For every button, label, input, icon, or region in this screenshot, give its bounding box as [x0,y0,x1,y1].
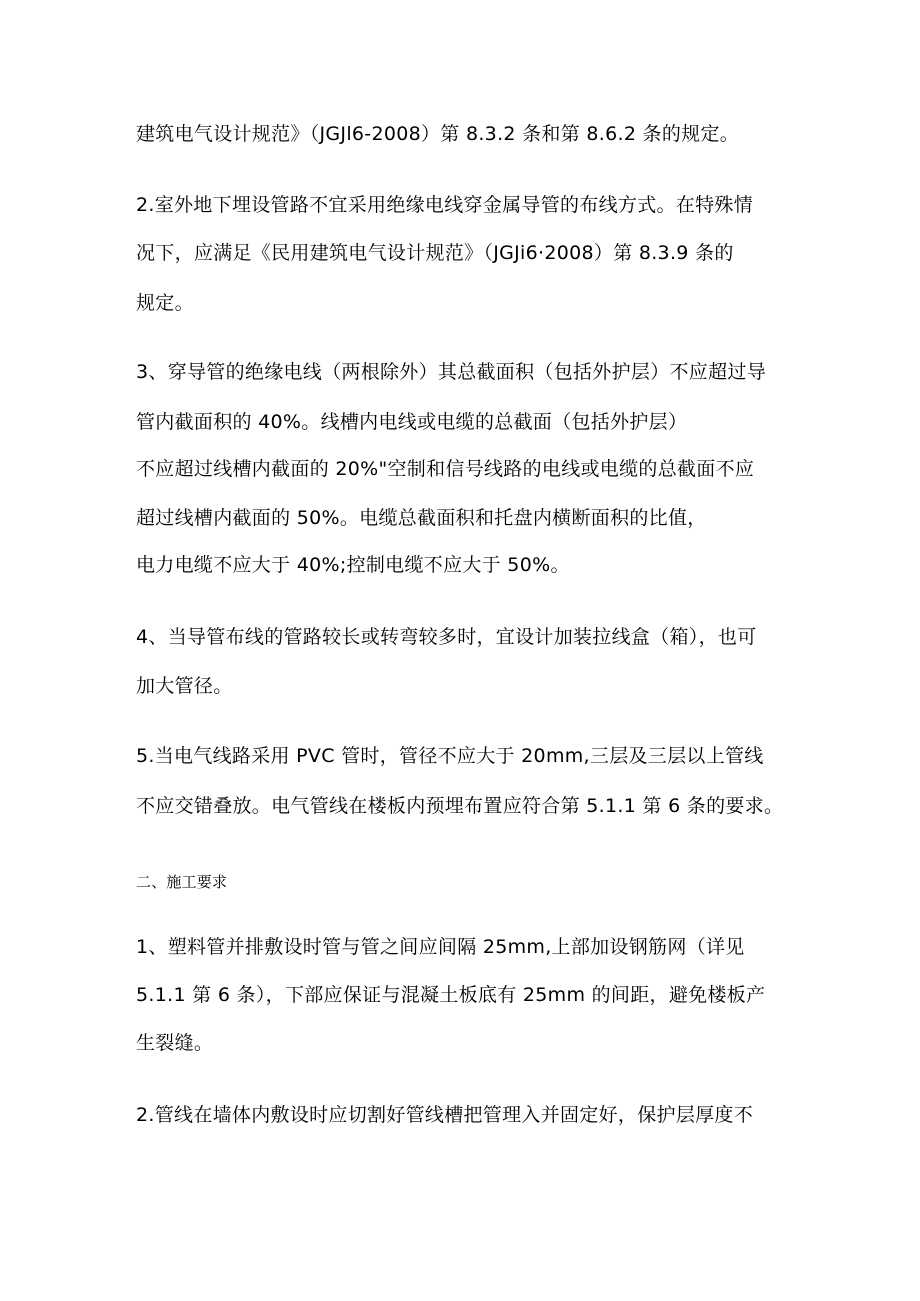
paragraph-line: 5.当电气线路采用 PVC 管时，管径不应大于 20mm,三层及三层以上管线 [136,745,764,767]
paragraph-line: 况下，应满足《民用建筑电气设计规范》（JGJi6·2008）第 8.3.9 条的 [136,242,734,264]
paragraph-line: 3、穿导管的绝缘电线（两根除外）其总截面积（包括外护层）不应超过导 [136,361,766,383]
paragraph-line: 电力电缆不应大于 40%;控制电缆不应大于 50%。 [136,554,570,576]
paragraph-line: 管内截面积的 40%。线槽内电线或电缆的总截面（包括外护层） [136,411,688,433]
paragraph-line: 不应交错叠放。电气管线在楼板内预埋布置应符合第 5.1.1 第 6 条的要求。 [136,795,784,817]
paragraph-line: 生裂缝。 [136,1032,214,1054]
paragraph-line: 4、当导管布线的管路较长或转弯较多时，宜设计加装拉线盒（箱），也可 [136,626,757,648]
paragraph-line: 建筑电气设计规范》（JGJl6-2008）第 8.3.2 条和第 8.6.2 条的规定。 [136,123,740,145]
paragraph-line: 5.1.1 第 6 条），下部应保证与混凝土板底有 25mm 的间距，避免楼板产 [136,984,766,1006]
paragraph-line: 不应超过线槽内截面的 20%"空制和信号线路的电线或电缆的总截面不应 [136,458,755,480]
paragraph-line: 超过线槽内截面的 50%。电缆总截面积和托盘内横断面积的比值， [136,507,707,529]
paragraph-line: 1、塑料管并排敷设时管与管之间应间隔 25mm,上部加设钢筋网（详见 [136,936,745,958]
paragraph-line: 2.管线在墙体内敷设时应切割好管线槽把管理入并固定好，保护层厚度不 [136,1104,754,1126]
paragraph-line: 2.室外地下埋设管路不宜采用绝缘电线穿金属导管的布线方式。在特殊情 [136,194,754,216]
paragraph-line: 规定。 [136,292,194,314]
paragraph-line: 加大管径。 [136,675,233,697]
section-heading: 二、施工要求 [136,873,228,891]
